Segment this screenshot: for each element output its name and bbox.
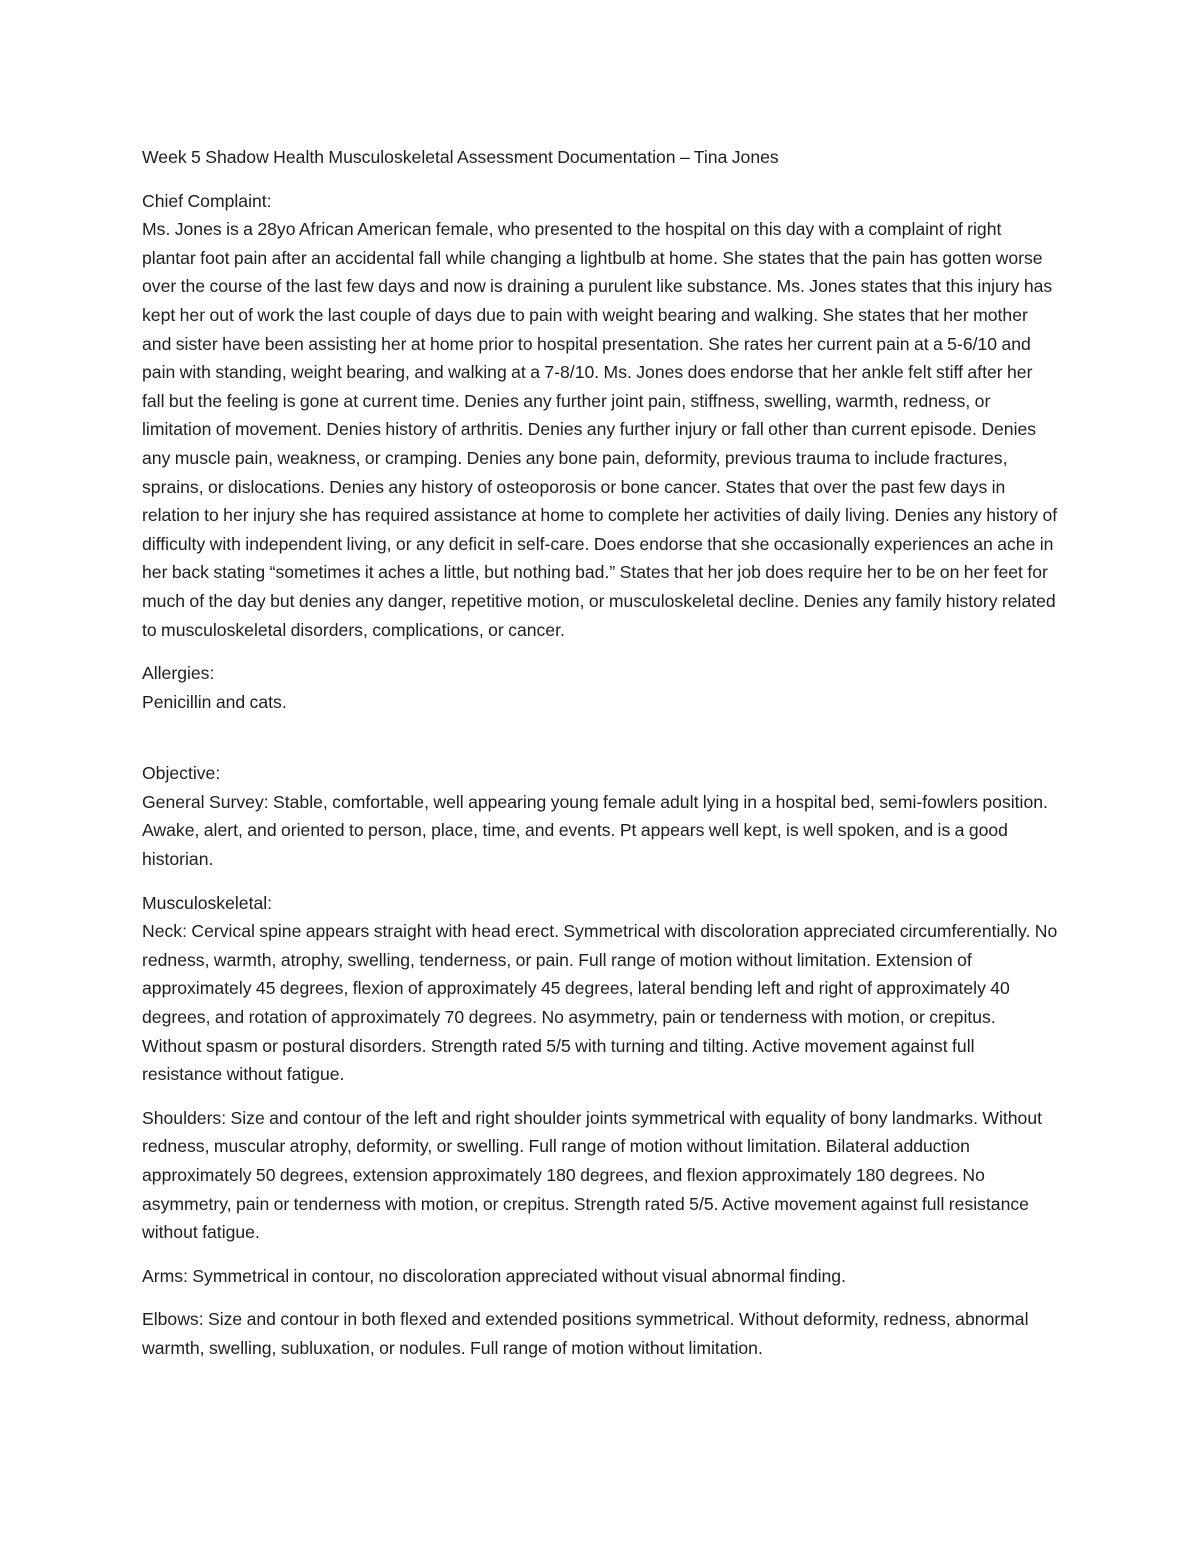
objective-heading: Objective: (142, 763, 221, 784)
shoulders-findings: Shoulders: Size and contour of the left and right shoulder joints symmetrical with equality of bony landmarks. Without redness, muscular atrophy, deformity, or swelling. Full range of motion without limitation. Bilateral adduction approximately 50 degrees, extension approximately 180 degrees, and flexion approximately 180 degrees. No asymmetry, pain or tenderness with motion, or crepitus. Strength rated 5/5. Active movement against full resistance without fatigue. (142, 1107, 1042, 1243)
general-survey-text: General Survey: Stable, comfortable, well appearing young female adult lying in a hospital bed, semi-fowlers position. Awake, alert, and oriented to person, place, time, and events. Pt appears well kept, is well spoken, and is a good historian. (142, 791, 1048, 870)
chief-complaint-heading: Chief Complaint: (142, 190, 272, 211)
allergies-heading: Allergies: (142, 663, 215, 684)
chief-complaint-text: Ms. Jones is a 28yo African American female, who presented to the hospital on this day with a complaint of right plantar foot pain after an accidental fall while changing a lightbulb at home. She states that the pain has gotten worse over the course of the last few days and now is draining a purulent like substance. Ms. Jones states that this injury has kept her out of work the last couple of days due to pain with weight bearing and walking. She states that her mother and sister have been assisting her at home prior to hospital presentation. She rates her current pain at a 5-6/10 and pain with standing, weight bearing, and walking at a 7-8/10. Ms. Jones does endorse that her ankle felt stiff after her fall but the feeling is gone at current time. Denies any further joint pain, stiffness, swelling, warmth, redness, or limitation of movement. Denies history of arthritis. Denies any further injury or fall other than current episode. Denies any muscle pain, weakness, or cramping. Denies any bone pain, deformity, previous trauma to include fractures, sprains, or dislocations. Denies any history of osteoporosis or bone cancer. States that over the past few days in relation to her injury she has required assistance at home to complete her activities of daily living. Denies any history of difficulty with independent living, or any deficit in self-care. Does endorse that she occasionally experiences an ache in her back stating “sometimes it aches a little, but nothing bad.” States that her job does require her to be on her feet for much of the day but denies any danger, repetitive motion, or musculoskeletal decline. Denies any family history related to musculoskeletal disorders, complications, or cancer. (142, 219, 1058, 640)
arms-findings: Arms: Symmetrical in contour, no discoloration appreciated without visual abnormal finding. (142, 1265, 846, 1286)
document-title: Week 5 Shadow Health Musculoskeletal Assessment Documentation – Tina Jones (142, 147, 779, 167)
neck-findings: Neck: Cervical spine appears straight with head erect. Symmetrical with discoloration appreciated circumferentially. No redness, warmth, atrophy, swelling, tenderness, or pain. Full range of motion without limitation. Extension of approximately 45 degrees, flexion of approximately 45 degrees, lateral bending left and right of approximately 40 degrees, and rotation of approximately 70 degrees. No asymmetry, pain or tenderness with motion, or crepitus. Without spasm or postural disorders. Strength rated 5/5 with turning and tilting. Active movement against full resistance without fatigue. (142, 921, 1058, 1085)
allergies-text: Penicillin and cats. (142, 691, 287, 712)
document-body (142, 143, 1058, 1363)
elbows-findings: Elbows: Size and contour in both flexed and extended positions symmetrical. Without deformity, redness, abnormal warmth, swelling, subluxation, or nodules. Full range of motion without limitation. (142, 1309, 1029, 1358)
musculoskeletal-heading: Musculoskeletal: (142, 892, 273, 913)
